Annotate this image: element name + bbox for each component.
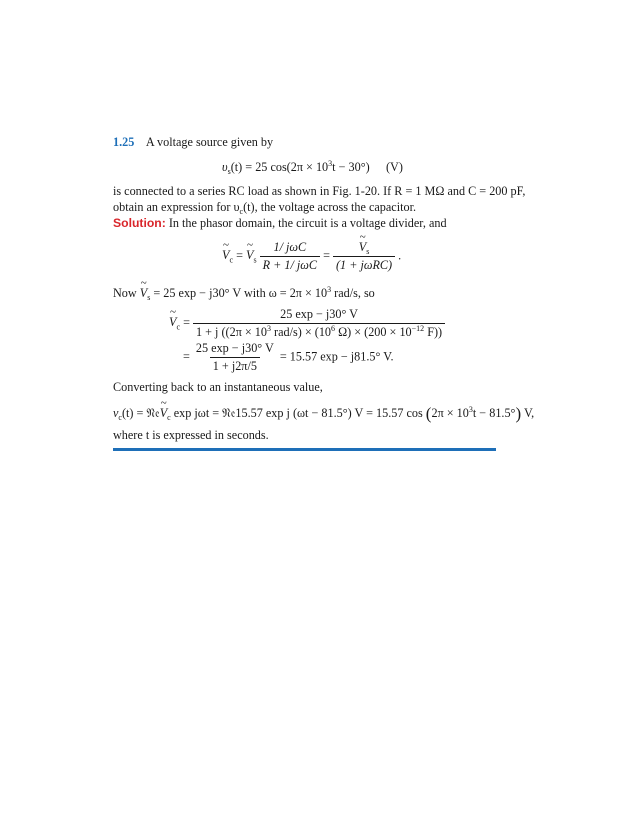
divider-fraction-1 — [260, 240, 320, 273]
vc-calc-fraction — [193, 307, 445, 340]
final-f: V, — [523, 406, 535, 420]
final-a-sub: c — [118, 413, 122, 422]
vc-calc-num: 25 exp − j30° V — [280, 307, 358, 321]
final-paren-close: ) — [515, 404, 522, 423]
final-e: t − 81.5° — [472, 406, 516, 420]
vc-calc-den-b: rad/s) × (10 — [274, 325, 332, 339]
now-line — [113, 286, 375, 301]
closing-text: where t is expressed in seconds. — [113, 428, 269, 442]
divider-fraction-2-num: ~ V — [359, 240, 366, 255]
section-divider-rule — [113, 448, 496, 451]
source-equation-unit: (V) — [386, 160, 403, 174]
divider-fraction-2 — [333, 240, 395, 273]
vc-calc-den-exp2: 6 — [331, 324, 336, 333]
now-text-a: Now — [113, 286, 137, 300]
problem-header — [113, 135, 273, 150]
statement-line-2-sub: c — [239, 207, 244, 216]
final-exp: 3 — [468, 405, 473, 414]
final-expression — [113, 404, 534, 424]
now-v-sub: s — [147, 293, 151, 302]
final-paren-open: ( — [425, 404, 432, 423]
vc-calc-result: = 15.57 exp − j81.5° V. — [279, 349, 394, 364]
statement-line-1: is connected to a series RC load as shown in Fig. 1-20. If R = 1 MΩ and C = 200 pF, — [113, 184, 526, 198]
vc-calc-den-a: 1 + j ((2π × 10 — [195, 325, 267, 339]
final-c: exp jωt = 𝔑𝔢15.57 exp j (ωt − 81.5°) V = 15.57 cos — [173, 406, 423, 420]
vc-calc-den — [193, 323, 445, 340]
divider-fraction-2-den: (1 + jωRC) — [333, 256, 395, 273]
divider-fraction-2-num-sub: s — [366, 247, 370, 256]
eq-lhs: υ — [222, 160, 228, 174]
solution-intro-line — [113, 216, 447, 231]
vc-calc-num-2: 25 exp − j30° V — [195, 341, 274, 355]
divider-equation — [222, 240, 401, 273]
vc-calc-fraction-2 — [193, 341, 277, 374]
vc-calc-lhs-sub: c — [176, 322, 181, 332]
vc-calc-eq: = — [183, 315, 190, 330]
statement-line-2-rest: (t), the voltage across the capacitor. — [243, 200, 417, 214]
vc-calc-den-exp3: −12 — [411, 324, 425, 333]
problem-number: 1.25 — [113, 135, 135, 149]
vc-calc-eq-2: = — [183, 349, 190, 364]
divider-end: . — [398, 248, 402, 263]
source-equation — [222, 160, 370, 175]
final-v-sub: c — [167, 413, 171, 422]
final-a: v — [113, 406, 119, 420]
statement-line-2-text: obtain an expression for υ — [113, 200, 240, 214]
vc-calc-den-2: 1 + j2π/5 — [210, 357, 260, 374]
final-v: ~ V — [160, 406, 167, 421]
final-d: 2π × 10 — [431, 406, 469, 420]
now-exp: 3 — [327, 285, 332, 294]
eq-exp: 3 — [328, 159, 333, 168]
now-text-b: = 25 exp − j30° V with ω = 2π × 10 — [153, 286, 328, 300]
divider-fraction-1-num: 1/ jωC — [273, 240, 307, 254]
vc-calc-den-d: F)) — [427, 325, 443, 339]
divider-fraction-1-den: R + 1/ jωC — [260, 256, 320, 273]
vc-calc-line-1 — [169, 307, 445, 340]
problem-intro: A voltage source given by — [145, 135, 274, 149]
statement-line-2 — [113, 200, 416, 215]
solution-label: Solution: — [113, 216, 166, 230]
vc-calc-den-exp1: 3 — [267, 324, 271, 333]
divider-eq: = — [236, 248, 243, 263]
eq-arg: (t) = 25 cos(2π × 10 — [230, 160, 329, 174]
solution-intro: In the phasor domain, the circuit is a voltage divider, and — [168, 216, 447, 230]
now-v: ~ V — [140, 286, 147, 301]
vc-calc-line-2 — [183, 341, 394, 374]
convert-text: Converting back to an instantaneous value, — [113, 380, 323, 394]
final-b: (t) = 𝔑𝔢 — [121, 406, 160, 420]
divider-lhs: ~ V — [222, 248, 229, 263]
eq-rest: t − 30°) — [332, 160, 370, 174]
divider-vs-sub: s — [253, 255, 257, 265]
eq-lhs-sub: s — [227, 167, 231, 176]
vc-calc-lhs: ~ V — [169, 315, 176, 330]
divider-eq-2: = — [323, 248, 330, 263]
vc-calc-den-c: Ω) × (200 × 10 — [338, 325, 412, 339]
divider-lhs-sub: c — [229, 255, 234, 265]
now-text-c: rad/s, so — [334, 286, 375, 300]
divider-vs: ~ V — [246, 248, 253, 263]
